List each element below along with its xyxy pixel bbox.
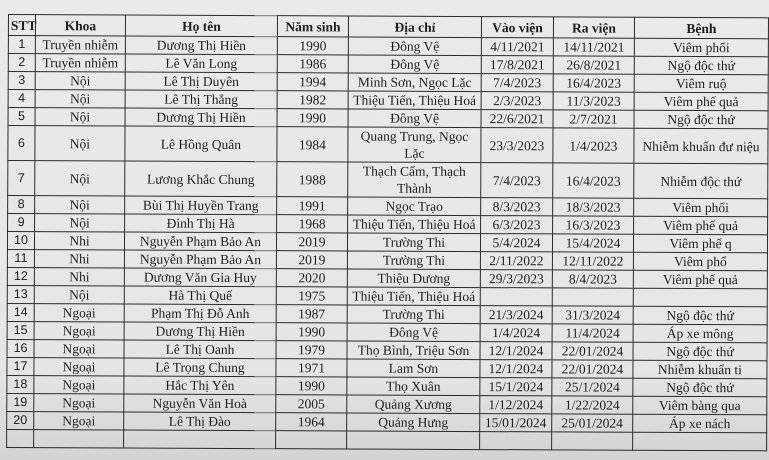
empty-cell: [347, 431, 480, 450]
cell-nam-sinh: 1990: [276, 323, 347, 341]
cell-dia-chi: Thiệu Tiến, Thiệu Hoá: [347, 287, 480, 306]
cell-benh: Ngộ độc thứ: [633, 342, 767, 361]
cell-khoa: Truyền nhiễm: [35, 36, 125, 54]
cell-nam-sinh: 1990: [277, 37, 348, 55]
cell-dia-chi: Ngọc Trạo: [348, 197, 481, 216]
header-vao-vien: Vào viện: [481, 17, 553, 38]
cell-vao-vien: 1/12/2024: [480, 396, 552, 414]
cell-khoa: Nhi: [34, 268, 124, 286]
cell-dia-chi: Quang Trung, Ngọc Lặc: [348, 127, 481, 163]
cell-stt: 6: [8, 126, 35, 161]
cell-benh: Áp xe mông: [633, 324, 767, 343]
empty-cell: [552, 432, 633, 450]
cell-stt: 7: [8, 161, 35, 196]
cell-nam-sinh: 1990: [277, 109, 348, 127]
cell-khoa: Nhi: [34, 250, 124, 268]
cell-nam-sinh: 2019: [276, 251, 347, 269]
table-body: [7, 36, 769, 451]
cell-stt: 13: [7, 285, 34, 303]
cell-ra-vien: 22/01/2024: [552, 360, 633, 378]
cell-khoa: Nội: [35, 214, 125, 232]
cell-stt: 8: [8, 196, 35, 214]
cell-stt: 12: [7, 267, 34, 285]
cell-vao-vien: 12/1/2024: [480, 342, 552, 360]
cell-benh: Viêm phế quả: [633, 270, 767, 289]
cell-ra-vien: 16/3/2023: [553, 216, 634, 234]
cell-nam-sinh: 2019: [276, 233, 347, 251]
header-ho-ten: Họ tên: [125, 15, 277, 37]
cell-nam-sinh: 1975: [276, 287, 347, 305]
header-dia-chi: Địa chỉ: [348, 16, 481, 38]
cell-dia-chi: Trường Thi: [347, 233, 480, 252]
cell-nam-sinh: 1964: [276, 413, 347, 431]
cell-khoa: Nhi: [34, 232, 124, 250]
cell-stt: 19: [7, 393, 34, 411]
cell-khoa: Nội: [35, 161, 125, 196]
cell-dia-chi: Lam Sơn: [347, 359, 480, 378]
cell-ho-ten: Dương Thị Hiền: [124, 322, 276, 341]
cell-nam-sinh: 1987: [276, 305, 347, 323]
cell-benh: Ngộ độc thứ: [634, 56, 768, 75]
cell-benh: Viêm phế quả: [634, 92, 768, 111]
cell-nam-sinh: 1986: [277, 55, 348, 73]
cell-ho-ten: Nguyễn Phạm Bảo An: [124, 232, 276, 251]
cell-ra-vien: 22/01/2024: [552, 342, 633, 360]
cell-ho-ten: Lê Văn Long: [125, 54, 277, 73]
cell-khoa: Ngoại: [34, 376, 124, 394]
cell-vao-vien: 7/4/2023: [481, 74, 553, 92]
cell-stt: 5: [8, 108, 35, 126]
cell-khoa: Ngoại: [34, 358, 124, 376]
cell-stt: 16: [7, 339, 34, 357]
cell-vao-vien: 29/3/2023: [480, 270, 552, 288]
empty-cell: [124, 430, 276, 449]
cell-khoa: Nội: [35, 72, 125, 90]
cell-vao-vien: 8/3/2023: [481, 198, 553, 216]
cell-benh: Ngộ độc thứ: [633, 306, 767, 325]
header-stt: STT: [8, 15, 35, 36]
patient-table: [6, 14, 769, 451]
table-row: [8, 161, 768, 199]
cell-nam-sinh: 1968: [277, 215, 348, 233]
cell-nam-sinh: 2005: [276, 395, 347, 413]
cell-ho-ten: Lê Hồng Quân: [125, 126, 277, 162]
cell-khoa: Ngoại: [34, 412, 124, 430]
cell-benh: Viêm phổ: [633, 252, 767, 271]
cell-khoa: Nội: [35, 196, 125, 214]
cell-nam-sinh: 1971: [276, 359, 347, 377]
cell-ra-vien: 11/4/2024: [552, 324, 633, 342]
cell-dia-chi: Đông Vệ: [348, 109, 481, 128]
cell-vao-vien: 1/4/2024: [480, 324, 552, 342]
cell-benh: Ngộ độc thứ: [633, 378, 767, 397]
header-khoa: Khoa: [35, 15, 125, 36]
cell-ra-vien: 1/4/2023: [553, 128, 634, 163]
cell-dia-chi: Quảng Xương: [347, 395, 480, 414]
cell-stt: 2: [8, 54, 35, 72]
cell-nam-sinh: 1979: [276, 341, 347, 359]
header-nam-sinh: Năm sinh: [277, 16, 348, 37]
cell-ra-vien: 1/22/2024: [552, 396, 633, 414]
cell-khoa: Nội: [34, 286, 124, 304]
cell-dia-chi: Trường Thi: [347, 251, 480, 270]
cell-ho-ten: Lê Thị Duyên: [125, 72, 277, 91]
cell-ra-vien: 25/01/2024: [552, 414, 633, 432]
cell-stt: 4: [8, 90, 35, 108]
cell-ho-ten: Nguyễn Phạm Bảo An: [124, 250, 276, 269]
empty-row: [7, 429, 767, 450]
cell-ho-ten: Lê Thị Đào: [124, 412, 276, 431]
cell-ra-vien: 8/4/2023: [552, 270, 633, 288]
cell-dia-chi: Thạch Cẩm, Thạch Thành: [348, 162, 481, 198]
cell-dia-chi: Thiệu Tiến, Thiệu Hoá: [348, 91, 481, 110]
cell-vao-vien: 22/6/2021: [481, 110, 553, 128]
cell-dia-chi: Minh Sơn, Ngọc Lặc: [348, 73, 481, 92]
cell-nam-sinh: 1982: [277, 91, 348, 109]
cell-ho-ten: Nguyễn Văn Hoà: [124, 394, 276, 413]
cell-stt: 20: [7, 411, 34, 429]
cell-dia-chi: Trường Thi: [347, 305, 480, 324]
cell-ho-ten: Đinh Thị Hà: [125, 214, 277, 233]
cell-dia-chi: Thọ Xuân: [347, 377, 480, 396]
cell-stt: 15: [7, 321, 34, 339]
cell-benh: Ngộ độc thứ: [634, 110, 768, 129]
cell-ho-ten: Lê Thị Thắng: [125, 90, 277, 109]
cell-ho-ten: Lê Trọng Chung: [124, 358, 276, 377]
cell-stt: 3: [8, 72, 35, 90]
header-benh: Bệnh: [634, 17, 768, 39]
cell-vao-vien: 15/01/2024: [480, 414, 552, 432]
cell-nam-sinh: 1984: [277, 127, 348, 162]
cell-dia-chi: Quảng Hưng: [347, 413, 480, 432]
cell-ho-ten: Lê Thị Oanh: [124, 340, 276, 359]
table-row: [8, 126, 768, 164]
cell-khoa: Ngoại: [34, 340, 124, 358]
cell-ho-ten: Dương Thị Hiền: [125, 108, 277, 127]
cell-nam-sinh: 1994: [277, 73, 348, 91]
cell-nam-sinh: 1991: [277, 197, 348, 215]
cell-ra-vien: 15/4/2024: [552, 234, 633, 252]
cell-ra-vien: 2/7/2021: [553, 110, 634, 128]
cell-benh: Viêm bàng qua: [633, 396, 767, 415]
cell-ra-vien: 12/11/2022: [552, 252, 633, 270]
cell-dia-chi: Đông Vệ: [348, 55, 481, 74]
cell-ho-ten: Hà Thị Quế: [124, 286, 276, 305]
empty-cell: [633, 432, 767, 451]
cell-khoa: Nội: [35, 108, 125, 126]
cell-stt: 1: [8, 36, 35, 54]
cell-benh: Viêm phổi: [634, 198, 768, 217]
header-ra-vien: Ra viện: [553, 17, 634, 38]
cell-ra-vien: 11/3/2023: [553, 92, 634, 110]
cell-ra-vien: 26/8/2021: [553, 56, 634, 74]
cell-khoa: Truyền nhiễm: [35, 54, 125, 72]
cell-ra-vien: 18/3/2023: [553, 198, 634, 216]
cell-vao-vien: 17/8/2021: [481, 56, 553, 74]
empty-cell: [7, 429, 34, 447]
cell-ho-ten: Bùi Thị Huyền Trang: [125, 196, 277, 215]
cell-vao-vien: 5/4/2024: [480, 234, 552, 252]
cell-benh: Áp xe nách: [633, 414, 767, 433]
cell-vao-vien: [480, 288, 552, 306]
cell-dia-chi: Đông Vệ: [348, 37, 481, 56]
cell-benh: Nhiễm khuẩn đư niệu: [634, 128, 768, 164]
cell-nam-sinh: 2020: [276, 269, 347, 287]
cell-vao-vien: 2/11/2022: [480, 252, 552, 270]
cell-ra-vien: 25/1/2024: [552, 378, 633, 396]
cell-nam-sinh: 1988: [277, 162, 348, 197]
cell-vao-vien: 4/11/2021: [481, 38, 553, 56]
cell-vao-vien: 15/1/2024: [480, 378, 552, 396]
cell-dia-chi: Thọ Bình, Triệu Sơn: [347, 341, 480, 360]
cell-ho-ten: Lương Khắc Chung: [125, 161, 277, 197]
empty-cell: [34, 430, 124, 448]
cell-nam-sinh: 1990: [276, 377, 347, 395]
cell-ra-vien: 16/4/2023: [553, 74, 634, 92]
cell-stt: 11: [7, 249, 34, 267]
cell-ho-ten: Dương Thị Hiền: [125, 36, 277, 55]
cell-vao-vien: 23/3/2023: [481, 128, 553, 163]
cell-khoa: Nội: [35, 90, 125, 108]
cell-vao-vien: 21/3/2024: [480, 306, 552, 324]
cell-khoa: Ngoại: [34, 304, 124, 322]
cell-ra-vien: 14/11/2021: [553, 38, 634, 56]
cell-benh: Viêm ruộ: [634, 74, 768, 93]
cell-dia-chi: Thiệu Dương: [347, 269, 480, 288]
cell-vao-vien: 12/1/2024: [480, 360, 552, 378]
empty-cell: [276, 431, 347, 449]
cell-khoa: Ngoại: [34, 322, 124, 340]
cell-vao-vien: 6/3/2023: [481, 216, 553, 234]
cell-vao-vien: 7/4/2023: [481, 163, 553, 198]
cell-benh: [633, 288, 767, 307]
cell-dia-chi: Đông Vệ: [347, 323, 480, 342]
cell-benh: Viêm phế quả: [634, 216, 768, 235]
cell-stt: 10: [7, 232, 34, 250]
cell-stt: 17: [7, 357, 34, 375]
cell-ho-ten: Dương Văn Gia Huy: [124, 268, 276, 287]
cell-stt: 9: [8, 214, 35, 232]
cell-ho-ten: Phạm Thị Đỗ Anh: [124, 304, 276, 323]
cell-khoa: Nội: [35, 126, 125, 161]
cell-khoa: Ngoại: [34, 394, 124, 412]
cell-ra-vien: 16/4/2023: [553, 163, 634, 198]
cell-ho-ten: Hắc Thị Yên: [124, 376, 276, 395]
cell-vao-vien: 2/3/2023: [481, 92, 553, 110]
cell-ra-vien: [552, 288, 633, 306]
cell-stt: 14: [7, 303, 34, 321]
empty-cell: [480, 432, 552, 450]
cell-ra-vien: 31/3/2024: [552, 306, 633, 324]
cell-benh: Nhiễm khuẩn ti: [633, 360, 767, 379]
cell-benh: Nhiễm độc thứ: [634, 163, 768, 199]
cell-benh: Viêm phế q: [633, 234, 767, 253]
cell-stt: 18: [7, 375, 34, 393]
cell-benh: Viêm phổi: [634, 38, 768, 57]
cell-dia-chi: Thiệu Tiến, Thiệu Hoá: [348, 215, 481, 234]
